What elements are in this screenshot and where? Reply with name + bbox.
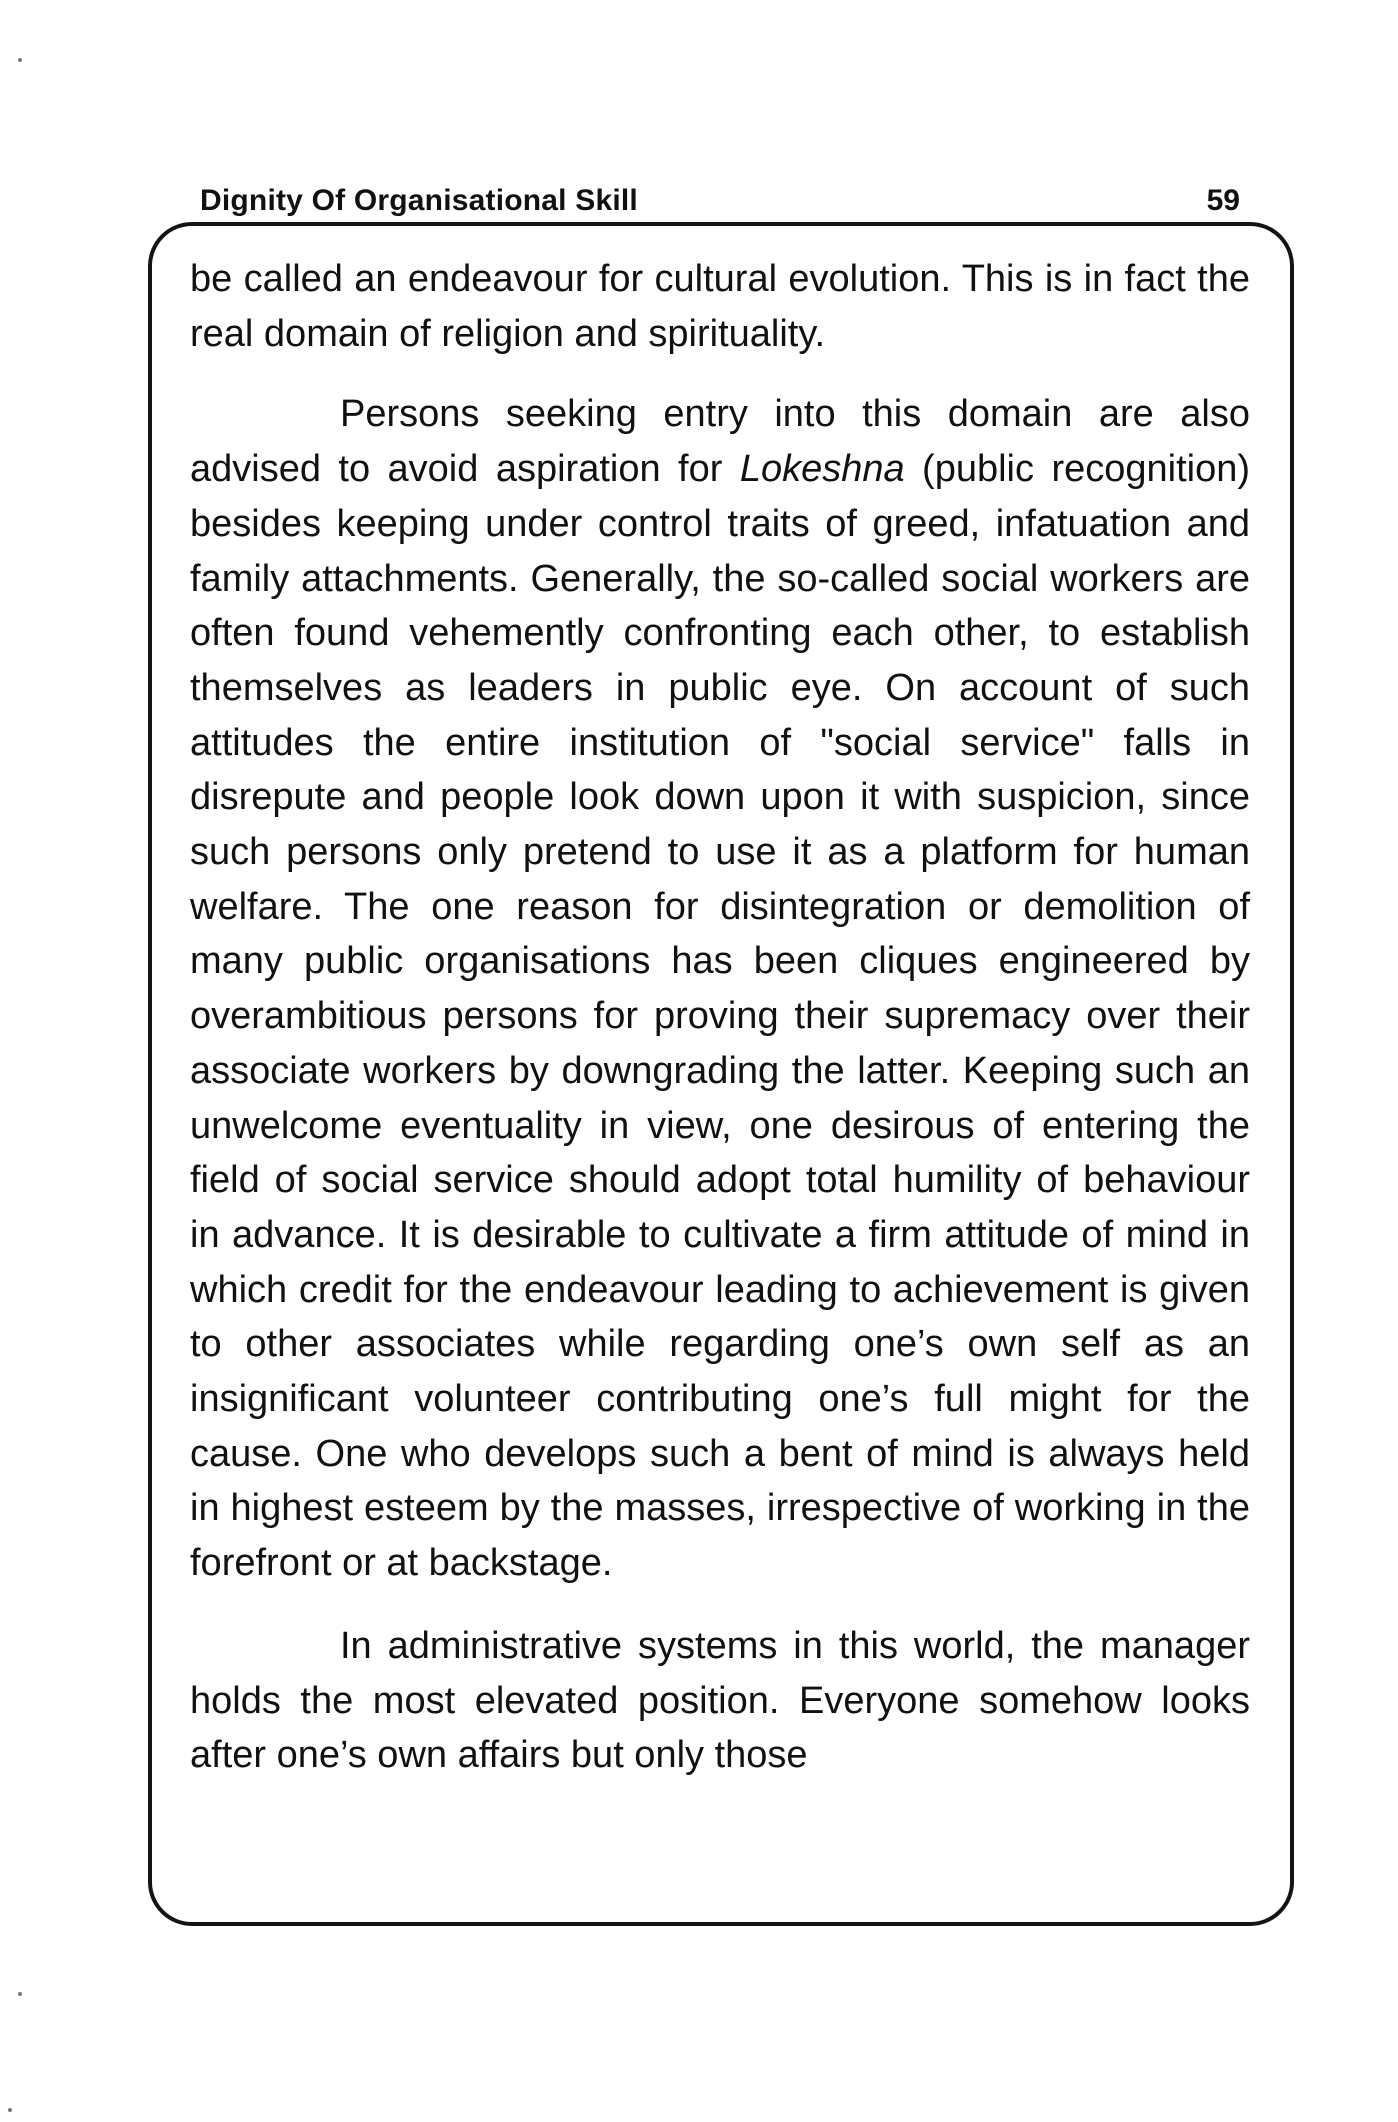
paragraph-3: In administrative systems in this world, the manager holds the most elevated position. Everyone somehow looks after one’s own affairs but only those (190, 1624, 1250, 1777)
paragraph-2-part-2: (public recognition) besides keeping under control traits of greed, infatuation and family attachments. Generally, the so-called social workers are often found vehemently confronting each other, to establish themselves as leaders in public eye. On account of such attitudes the entire institution of "social service" falls in disrepute and people look down upon it with suspicion, since such persons only pretend to use it as a platform for human welfare. The one reason for disintegration or demolition of many public organisations has been cliques engineered by overambitious persons for proving their supremacy over their associate workers by downgrading the latter. Keeping such an unwelcome eventuality in view, one desirous of entering the field of social service should adopt total humility of behaviour in advance. It is desirable to cultivate a firm attitude of mind in which credit for the endeavour leading to achievement is given to other associates while regarding one’s own self as an insignificant volunteer contributing one’s full might for the cause. One who develops such a bent of mind is always held in highest esteem by the masses, irrespective of working in the forefront or at backstage. (190, 448, 1250, 1585)
italic-term-lokeshna: Lokeshna (739, 448, 905, 491)
body-text (190, 252, 1250, 1783)
paragraph-2-part-1: Persons seeking entry into this domain are also advised to avoid aspiration for (190, 393, 1250, 491)
scan-speck (8, 2108, 12, 2112)
scan-speck (18, 58, 22, 62)
page-header (200, 180, 1240, 226)
paragraph-2 (190, 387, 1250, 1590)
scan-speck (18, 1992, 22, 1996)
page-number: 59 (1206, 184, 1240, 217)
paragraph-1: be called an endeavour for cultural evolution. This is in fact the real domain of religion and spirituality. (190, 258, 1250, 355)
running-title: Dignity Of Organisational Skill (200, 184, 638, 217)
